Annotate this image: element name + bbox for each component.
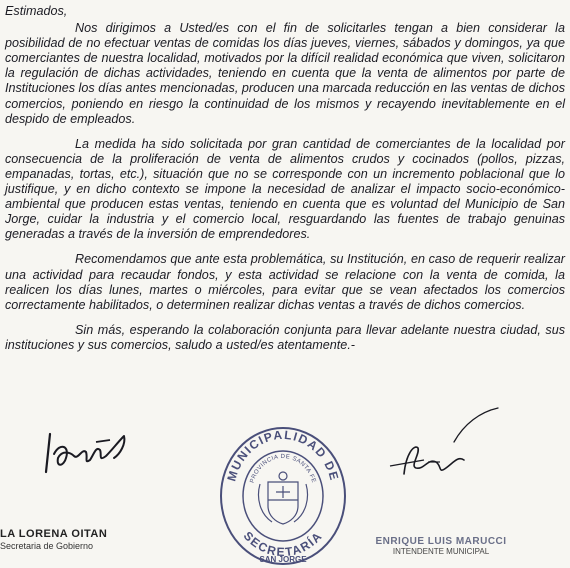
letter-greeting: Estimados, (5, 4, 68, 18)
right-signatory-name: ENRIQUE LUIS MARUCCI (375, 536, 507, 547)
seal-bottom-text-2: SAN JORGE (259, 555, 307, 564)
paragraph-3: Recomendamos que ante esta problemática, su Institución, en caso de requerir realizar una actividad para recaudar fondos, y esta actividad se relacione con la venta de comida, la realicen los días lunes, martes o miércoles, para evitar que se vean afectados los comercios correctamente habilitados, o determinen realizar dichas ventas a través de dichos comercios. (5, 252, 565, 312)
municipal-seal (216, 414, 350, 568)
paragraph-1: Nos dirigimos a Usted/es con el fin de solicitarles tengan a bien considerar la posibilidad de no efectuar ventas de comidas los días jueves, viernes, sábados y domingos, ya que comerciantes de nuestra localidad, motivados por la difícil realidad económica que viven, solicitaron la regulación de dichas actividades, teniendo en cuenta que la venta de alimentos por parte de Instituciones los días antes mencionadas, producen una marcada reducción en las ventas de dichos comercios, poniendo en riesgo la continuidad de los mismos y recayendo inevitablemente en el despido de empleados. (5, 21, 565, 126)
seal-top-text: MUNICIPALIDAD DE (224, 427, 342, 483)
letter-body (5, 4, 565, 363)
paragraph-2: La medida ha sido solicitada por gran cantidad de comerciantes de la localidad por consecuencia de la proliferación de venta de alimentos crudos y cocinados (pollos, pizzas, empanadas, tortas, etc.), situación que no se corresponde con un incremento poblacional que lo justifique, y en dicho contexto se impone la necesidad de analizar el impacto socio-económico-ambiental que producen estas ventas, teniendo en cuenta que es voluntad del Municipio de San Jorge, cuidar la industria y el comercio local, resguardando las fuentes de trabajo genuinas generadas a través de la inversión de emprendedores. (5, 136, 565, 242)
paragraph-4: Sin más, esperando la colaboración conjunta para llevar adelante nuestra ciudad, sus instituciones y sus comercios, saludo a usted/es atentamente.- (5, 322, 565, 352)
left-signature (36, 424, 136, 484)
right-signatory-role: INTENDENTE MUNICIPAL (392, 547, 490, 556)
seal-bottom-text: SECRETARÍA (240, 528, 326, 560)
right-signature (384, 404, 514, 484)
coat-of-arms-icon (259, 472, 308, 524)
left-signatory-role: Secretaria de Gobierno (0, 541, 94, 551)
left-signature-block (0, 528, 107, 552)
seal-inner-text: PROVINCIA DE SANTA FE (249, 454, 317, 484)
left-signatory-name: LA LORENA OITAN (0, 528, 108, 540)
right-signature-block (366, 536, 516, 556)
